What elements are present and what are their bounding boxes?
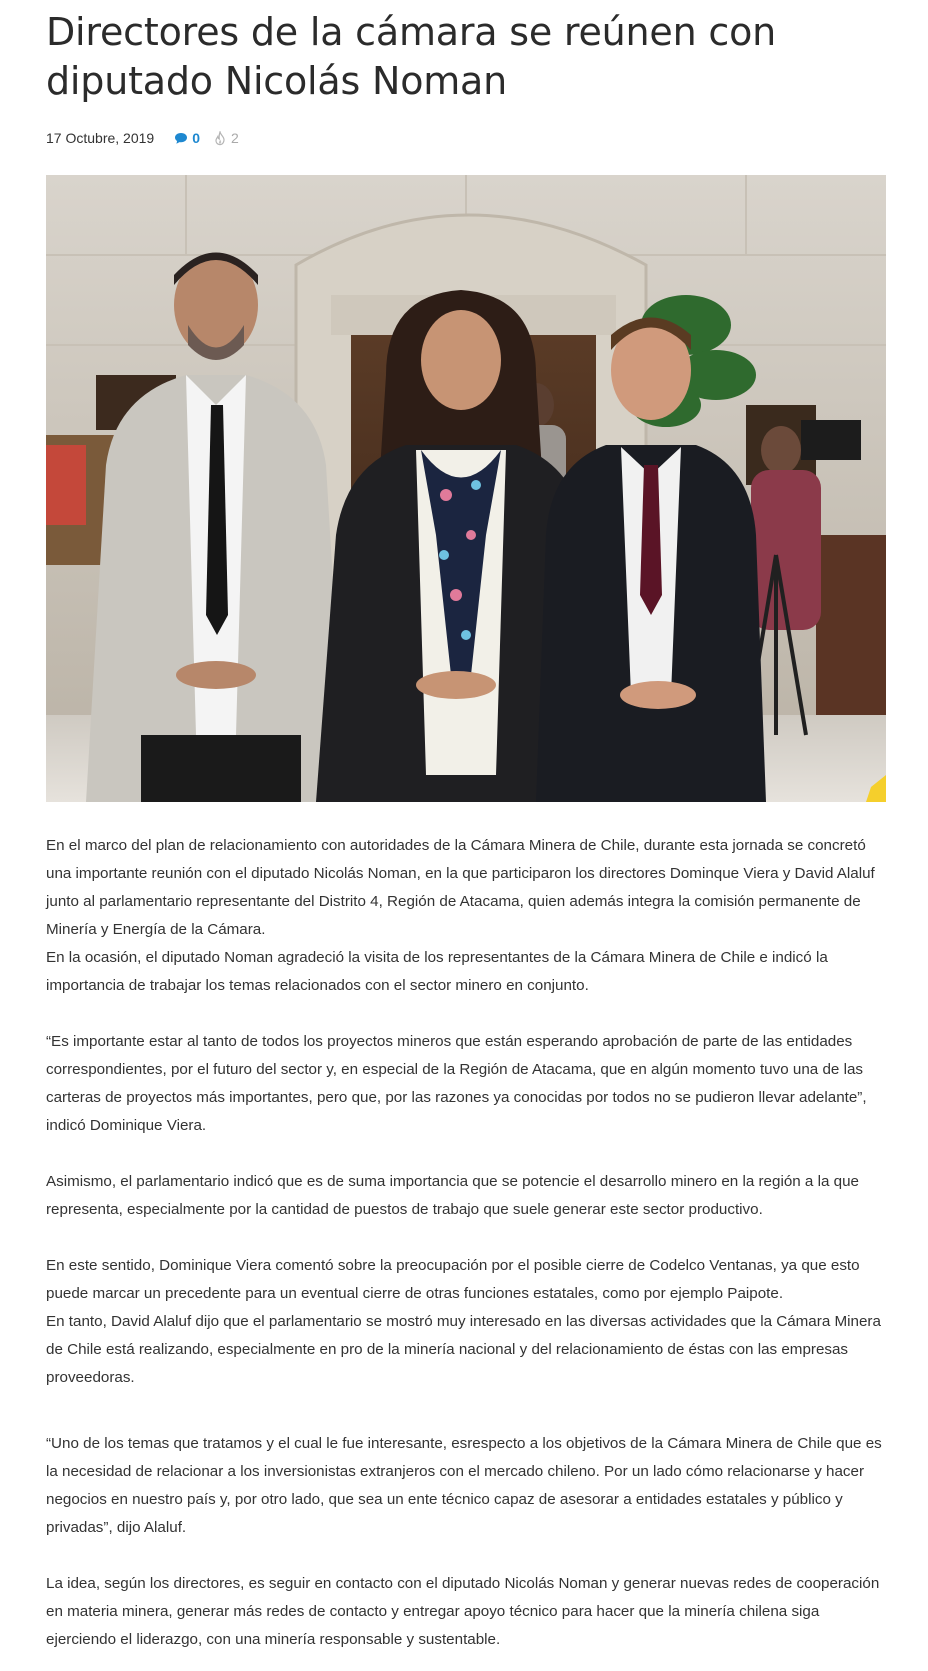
views-counter xyxy=(214,130,239,146)
article xyxy=(46,8,886,1654)
flame-icon xyxy=(214,131,226,146)
article-meta xyxy=(46,128,886,148)
comment-bubble-icon xyxy=(174,132,188,145)
article-body xyxy=(46,832,886,1654)
article-photo xyxy=(46,175,886,802)
paragraph-3: “Es importante estar al tanto de todos los proyectos mineros que están esperando aprobación de parte de las entidades correspondientes, por el futuro del sector y, en especial de la Región de Atacama, que en algún momento tuvo una de las carteras de proyectos más importantes, pero que, por las razones ya conocidas por todos no se pudieron llevar adelante”, indicó Dominique Viera. xyxy=(46,1033,867,1134)
paragraph-6: En tanto, David Alaluf dijo que el parlamentario se mostró muy interesado en las diversas actividades que la Cámara Minera de Chile está realizando, especialmente en pro de la minería nacional y del relacionamiento de éstas con las empresas proveedoras. xyxy=(46,1313,881,1386)
paragraph-8: La idea, según los directores, es seguir en contacto con el diputado Nicolás Noman y generar nuevas redes de cooperación en materia minera, generar más redes de contacto y entregar apoyo técnico para hacer que la minería chilena siga ejerciendo el liderazgo, con una minería responsable y sustentable. xyxy=(46,1575,880,1648)
views-count: 2 xyxy=(230,130,239,146)
paragraph-7: “Uno de los temas que tratamos y el cual le fue interesante, esrespecto a los objetivos de la Cámara Minera de Chile que es la necesidad de relacionar a los inversionistas extranjeros con el mercado chileno. Por un lado cómo relacionarse y hacer negocios en nuestro país y, por otro lado, que sea un ente técnico capaz de asesorar a entidades estatales y público y privadas”, dijo Alaluf. xyxy=(46,1435,882,1536)
article-title: Directores de la cámara se reúnen con diputado Nicolás Noman xyxy=(46,10,777,103)
comments-count: 0 xyxy=(192,130,200,146)
paragraph-5: En este sentido, Dominique Viera comentó sobre la preocupación por el posible cierre de Codelco Ventanas, ya que esto puede marcar un precedente para un eventual cierre de otras funciones estatales, como por ejemplo Paipote. xyxy=(46,1257,860,1302)
paragraph-4: Asimismo, el parlamentario indicó que es de suma importancia que se potencie el desarrollo minero en la región a la que representa, especialmente por la cantidad de puestos de trabajo que suele generar este sector productivo. xyxy=(46,1173,859,1218)
paragraph-2: En la ocasión, el diputado Noman agradeció la visita de los representantes de la Cámara Minera de Chile e indicó la importancia de trabajar los temas relacionados con el sector minero en conjunto. xyxy=(46,949,828,994)
photo-illustration xyxy=(46,175,886,802)
paragraph-1: En el marco del plan de relacionamiento con autoridades de la Cámara Minera de Chile, durante esta jornada se concretó una importante reunión con el diputado Nicolás Noman, en la que participaron los directores Dominque Viera y David Alaluf junto al parlamentario representante del Distrito 4, Región de Atacama, quien además integra la comisión permanente de Minería y Energía de la Cámara. xyxy=(46,837,875,938)
publish-date: 17 Octubre, 2019 xyxy=(46,130,155,146)
comments-link[interactable] xyxy=(174,130,200,146)
